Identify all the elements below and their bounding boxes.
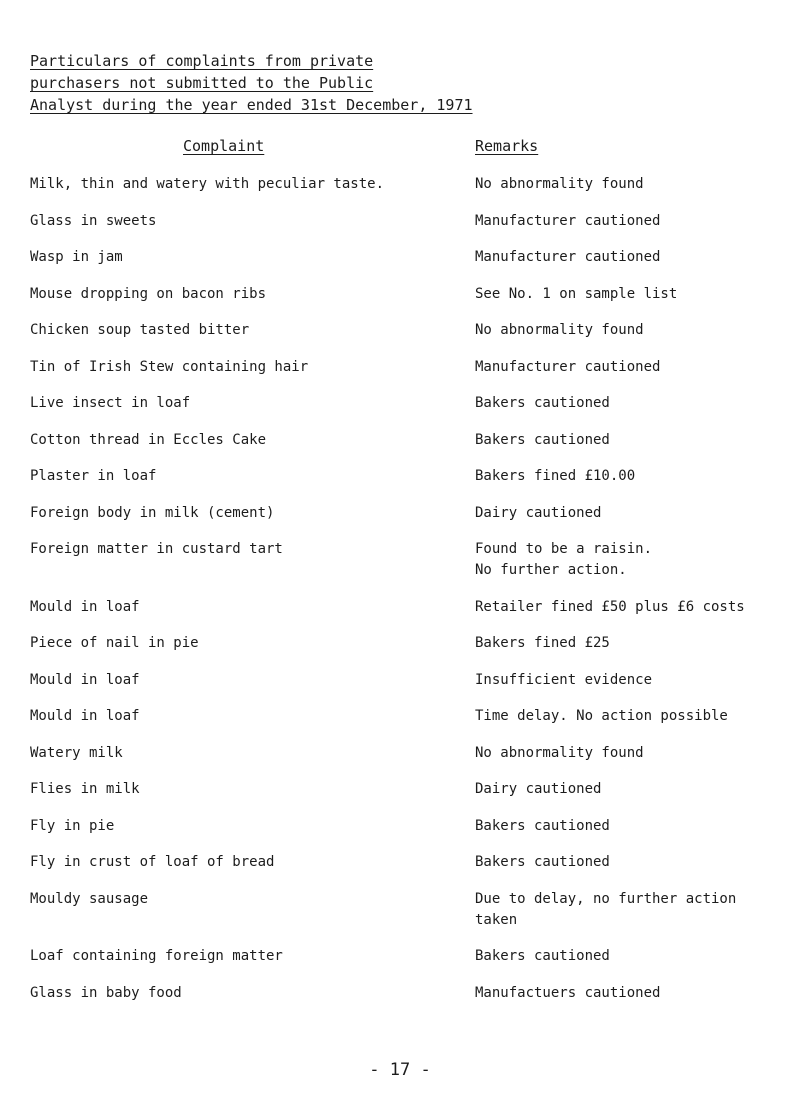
complaint-cell: Tin of Irish Stew containing hair: [30, 358, 309, 375]
complaint-cell: Foreign body in milk (cement): [30, 504, 275, 521]
remarks-line: Manufacturer cautioned: [475, 358, 661, 375]
complaint-cell: Plaster in loaf: [30, 468, 157, 484]
remarks-line: Bakers cautioned: [475, 948, 610, 964]
table-row: [0, 174, 800, 195]
table-row: [0, 247, 800, 268]
complaint-cell: Foreign matter in custard tart: [30, 541, 283, 557]
remarks-line: No abnormality found: [475, 176, 644, 192]
complaint-cell: Glass in baby food: [30, 984, 182, 1001]
table-row: [0, 597, 800, 618]
complaint-cell: Wasp in jam: [30, 249, 123, 265]
complaint-cell: Fly in pie: [30, 817, 115, 834]
title-line-2: purchasers not submitted to the Public: [30, 74, 374, 92]
remarks-cell: [475, 597, 797, 618]
remarks-line: Time delay. No action possible: [475, 708, 728, 724]
complaint-cell: Chicken soup tasted bitter: [30, 322, 250, 338]
remarks-cell: [475, 174, 797, 195]
remarks-cell: [475, 211, 797, 232]
remarks-cell: [475, 983, 797, 1004]
remarks-line: No abnormality found: [475, 744, 644, 761]
remarks-line: Bakers cautioned: [475, 817, 610, 834]
table-row: [0, 633, 800, 654]
table-row: [0, 320, 800, 341]
table-row: [0, 743, 800, 764]
complaint-cell: Mould in loaf: [30, 598, 140, 615]
page-number: - 17 -: [369, 1060, 431, 1080]
remarks-cell: [475, 320, 797, 341]
table-row: [0, 670, 800, 691]
remarks-line: Manufacturer cautioned: [475, 249, 661, 265]
complaint-cell: Flies in milk: [30, 781, 140, 797]
remarks-line: Bakers fined £10.00: [475, 468, 636, 484]
remarks-line: No abnormality found: [475, 322, 644, 338]
remarks-cell: [475, 889, 797, 931]
complaint-cell: Milk, thin and watery with peculiar taste.: [30, 176, 385, 192]
table-row: [0, 284, 800, 305]
remarks-line: Dairy cautioned: [475, 781, 602, 797]
complaint-cell: Cotton thread in Eccles Cake: [30, 431, 267, 448]
complaint-cell: Mould in loaf: [30, 708, 140, 724]
remarks-line: Bakers cautioned: [475, 395, 610, 411]
table-row: [0, 816, 800, 837]
complaint-cell: Mould in loaf: [30, 671, 140, 688]
table-row: [0, 706, 800, 727]
table-row: [0, 852, 800, 873]
complaint-cell: Fly in crust of loaf of bread: [30, 854, 275, 870]
title-line-1: Particulars of complaints from private: [30, 52, 374, 70]
remarks-line: See No. 1 on sample list: [475, 285, 678, 302]
complaint-cell: Live insect in loaf: [30, 395, 191, 411]
complaint-cell: Piece of nail in pie: [30, 635, 199, 651]
remarks-line: Dairy cautioned: [475, 504, 602, 521]
remarks-line: Insufficient evidence: [475, 671, 653, 688]
remarks-cell: [475, 852, 797, 873]
remarks-line: Manufactuers cautioned: [475, 984, 661, 1001]
remarks-cell: [475, 503, 797, 524]
remarks-line: Retailer fined £50 plus £6 costs: [475, 598, 745, 615]
complaint-cell: Mouse dropping on bacon ribs: [30, 285, 267, 302]
table-row: [0, 503, 800, 524]
document-title: [30, 50, 473, 116]
complaint-cell: Loaf containing foreign matter: [30, 948, 283, 964]
remarks-cell: [475, 284, 797, 305]
remarks-line: Manufacturer cautioned: [475, 212, 661, 229]
complaint-cell: Watery milk: [30, 744, 123, 761]
remarks-line: Due to delay, no further action: [475, 890, 737, 907]
remarks-column-header: Remarks: [475, 137, 539, 155]
table-row: [0, 357, 800, 378]
remarks-cell: [475, 393, 797, 414]
complaint-cell: Glass in sweets: [30, 212, 157, 229]
table-row: [0, 946, 800, 967]
remarks-cell: [475, 247, 797, 268]
table-row: [0, 983, 800, 1004]
remarks-cell: [475, 430, 797, 451]
remarks-cell: [475, 779, 797, 800]
table-row: [0, 539, 800, 581]
remarks-cell: [475, 816, 797, 837]
remarks-cell: [475, 946, 797, 967]
remarks-line: No further action.: [475, 562, 627, 578]
table-row: [0, 211, 800, 232]
table-row: [0, 430, 800, 451]
remarks-line: Found to be a raisin.: [475, 541, 653, 557]
remarks-cell: [475, 706, 797, 727]
remarks-cell: [475, 633, 797, 654]
table-row: [0, 466, 800, 487]
remarks-cell: [475, 670, 797, 691]
remarks-cell: [475, 466, 797, 487]
remarks-line: Bakers fined £25: [475, 635, 610, 651]
remarks-cell: [475, 539, 797, 581]
table-row: [0, 779, 800, 800]
remarks-line: Bakers cautioned: [475, 854, 610, 870]
remarks-line: Bakers cautioned: [475, 431, 610, 448]
complaint-cell: Mouldy sausage: [30, 890, 149, 907]
remarks-cell: [475, 743, 797, 764]
remarks-line: taken: [475, 911, 518, 928]
title-line-3: Analyst during the year ended 31st December, 1971: [30, 96, 473, 114]
complaint-column-header: Complaint: [183, 137, 265, 155]
table-row: [0, 393, 800, 414]
remarks-cell: [475, 357, 797, 378]
table-row: [0, 889, 800, 931]
